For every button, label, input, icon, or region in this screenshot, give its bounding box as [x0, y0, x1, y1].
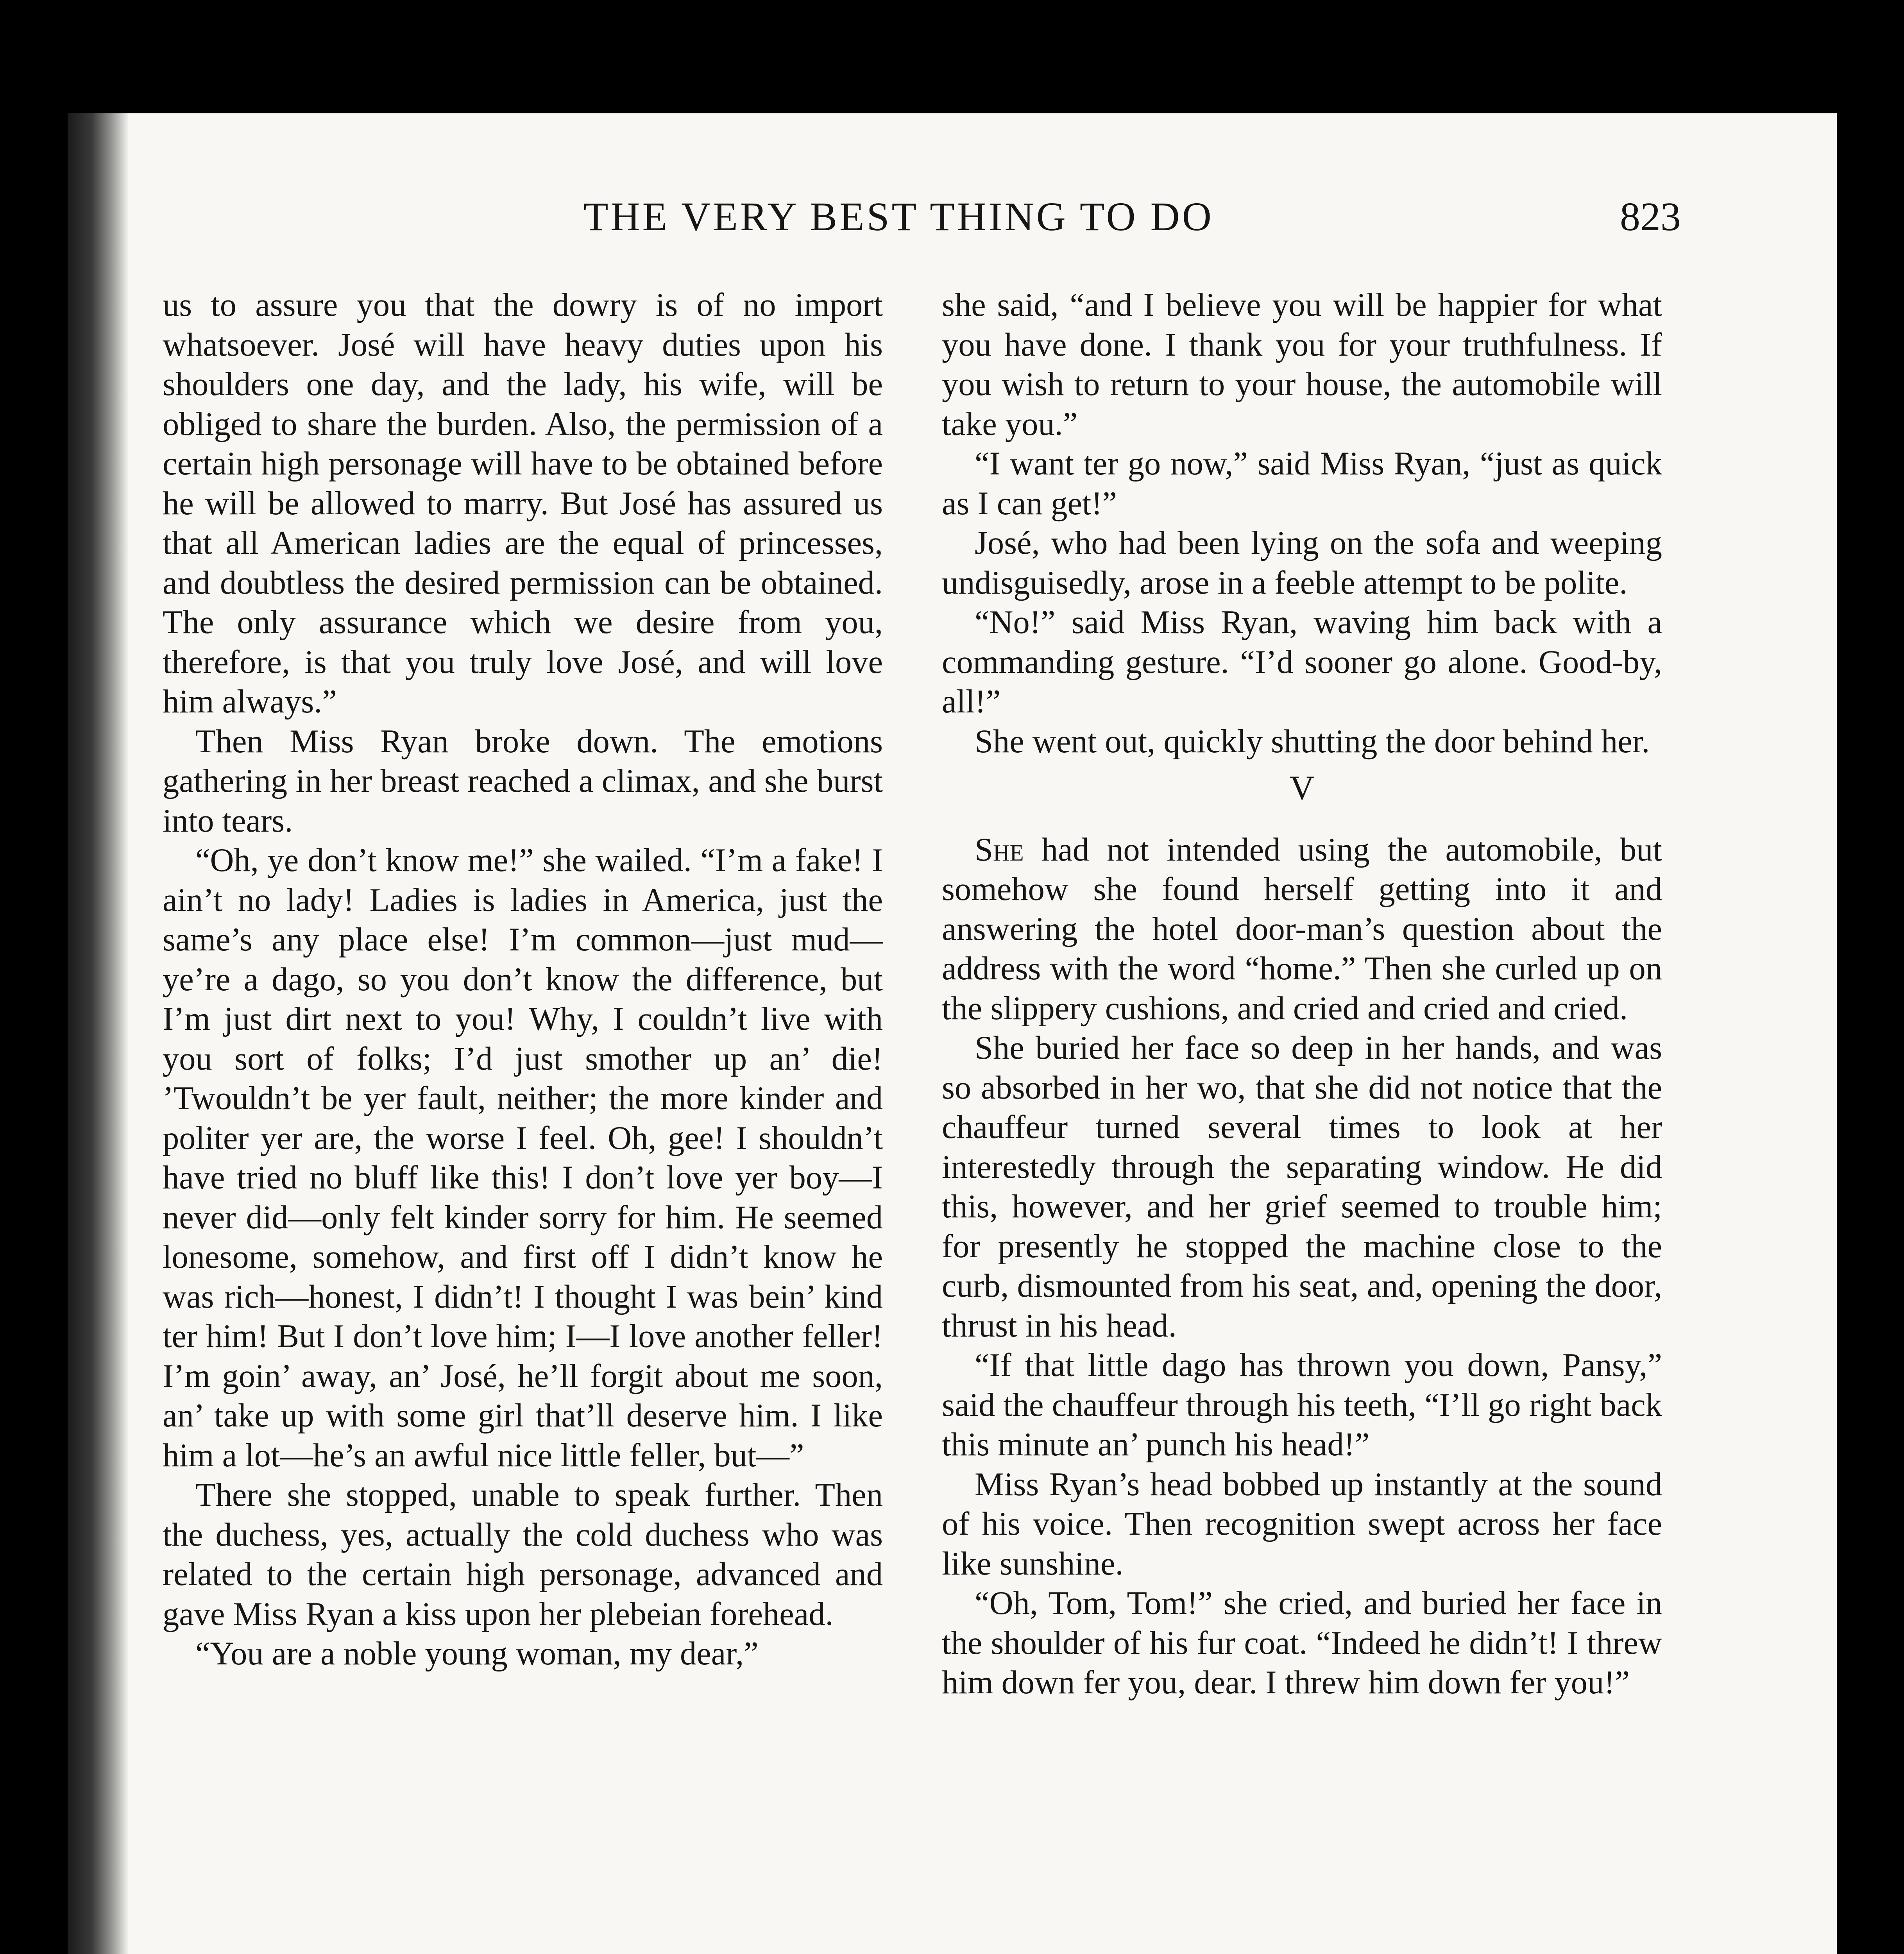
paragraph: “I want ter go now,” said Miss Ryan, “just as quick as I can get!”	[942, 446, 1662, 522]
paragraph: she said, “and I believe you will be happier for what you have done. I thank you for your truthfulness. If you wish to return to your house, the automobile will take you.”	[942, 287, 1662, 442]
paragraph: José, who had been lying on the sofa and weeping undisguisedly, arose in a feeble attempt to be polite.	[942, 525, 1662, 601]
page-content	[68, 113, 1837, 1954]
paragraph: Then Miss Ryan broke down. The emotions gathering in her breast reached a climax, and she burst into tears.	[163, 723, 883, 839]
paragraph: “You are a noble young woman, my dear,”	[195, 1635, 759, 1672]
paragraph: There she stopped, unable to speak further. Then the duchess, yes, actually the cold duchess who was related to the certain high personage, advanced and gave Miss Ryan a kiss upon her plebeian forehead.	[163, 1477, 883, 1632]
left-text-column	[163, 285, 883, 1674]
section-opening-paragraph	[942, 830, 1662, 1029]
right-text-column	[942, 285, 1662, 1703]
paragraph: “Oh, Tom, Tom!” she cried, and buried her face in the shoulder of his fur coat. “Indeed he didn’t! I threw him down fer you, dear. I threw him down fer you!”	[942, 1585, 1662, 1701]
page-number: 823	[1620, 194, 1681, 239]
paragraph-text: had not intended using the automobile, but somehow she found herself getting into it and answering the hotel door-man’s question about the address with the word “home.” Then she curled up on the slippery cushions, and cried and cried and cried.	[942, 831, 1662, 1027]
running-title: THE VERY BEST THING TO DO	[583, 194, 1214, 239]
paragraph: “If that little dago has thrown you down, Pansy,” said the chauffeur through his teeth, “I’ll go right back this minute an’ punch his head!”	[942, 1347, 1662, 1463]
section-number: V	[1289, 769, 1315, 807]
paragraph: She went out, quickly shutting the door behind her.	[975, 723, 1650, 760]
magazine-page	[68, 113, 1837, 1954]
paragraph: She buried her face so deep in her hands, and was so absorbed in her wo, that she did not notice that the chauffeur turned several times to look at her interestedly through the separating window. He did this, however, and her grief seemed to trouble him; for presently he stopped the machine close to the curb, dismounted from his seat, and, opening the door, thrust in his head.	[942, 1030, 1662, 1344]
lead-word: She	[975, 831, 1024, 868]
paragraph: Miss Ryan’s head bobbed up instantly at the sound of his voice. Then recognition swept across her face like sunshine.	[942, 1466, 1662, 1582]
paragraph: us to assure you that the dowry is of no import whatsoever. José will have heavy duties upon his shoulders one day, and the lady, his wife, will be obliged to share the burden. Also, the permission of a certain high personage will have to be obtained before he will be allowed to marry. But José has assured us that all American ladies are the equal of princesses, and doubtless the desired permission can be obtained. The only assurance which we desire from you, therefore, is that you truly love José, and will love him always.”	[163, 287, 883, 720]
paragraph: “No!” said Miss Ryan, waving him back with a commanding gesture. “I’d sooner go alone. Good-by, all!”	[942, 604, 1662, 720]
paragraph: “Oh, ye don’t know me!” she wailed. “I’m a fake! I ain’t no lady! Ladies is ladies in America, just the same’s any place else! I’m common—just mud—ye’re a dago, so you don’t know the difference, but I’m just dirt next to you! Why, I couldn’t live with you sort of folks; I’d just smother up an’ die! ’Twouldn’t be yer fault, neither; the more kinder and politer yer are, the worse I feel. Oh, gee! I shouldn’t have tried no bluff like this! I don’t love yer boy—I never did—only felt kinder sorry for him. He seemed lonesome, somehow, and first off I didn’t know he was rich—honest, I didn’t! I thought I was bein’ kind ter him! But I don’t love him; I—I love another feller! I’m goin’ away, an’ José, he’ll forgit about me soon, an’ take up with some girl that’ll deserve him. I like him a lot—he’s an awful nice little feller, but—”	[163, 842, 883, 1474]
